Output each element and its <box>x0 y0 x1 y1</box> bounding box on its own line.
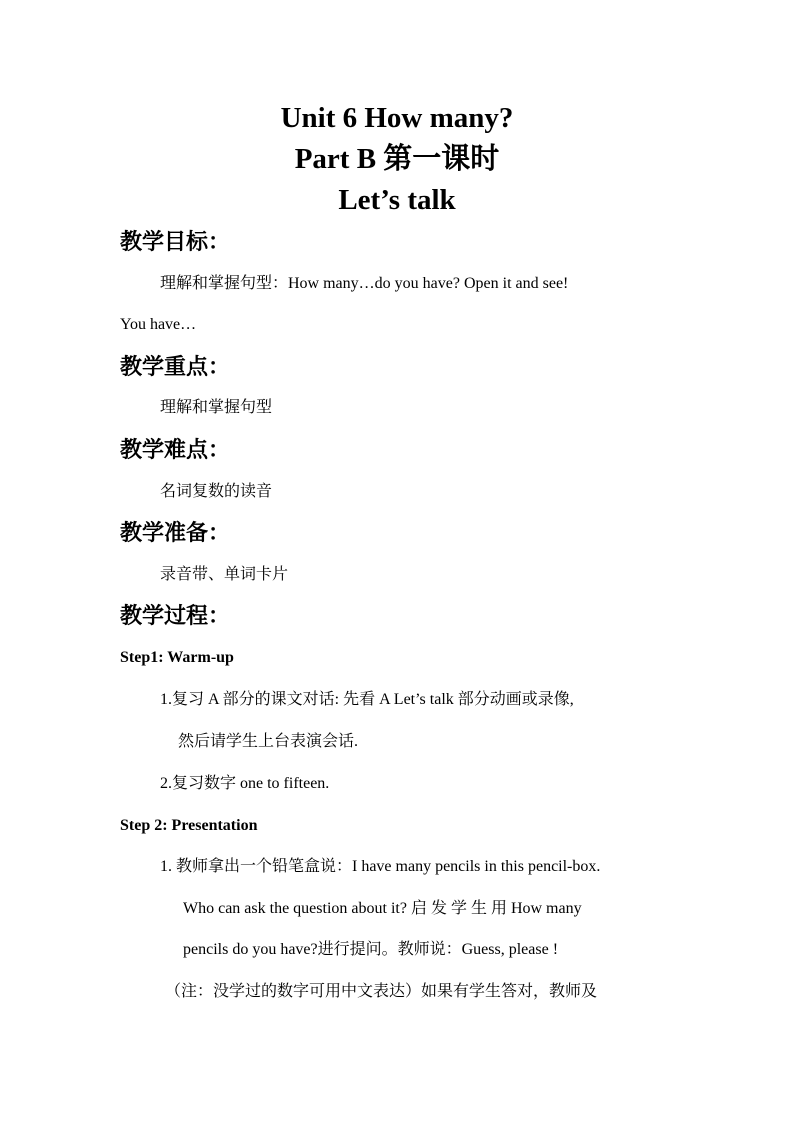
heading-difficulties: 教学难点： <box>120 438 231 463</box>
step1-item1-line2: 然后请学生上台表演会话. <box>178 733 359 750</box>
difficulties-text: 名词复数的读音 <box>160 483 273 500</box>
step2-title: Step 2: Presentation <box>120 817 258 834</box>
heading-preparation: 教学准备： <box>120 521 231 546</box>
key-points-text: 理解和掌握句型 <box>160 399 273 416</box>
title-lesson: Let’s talk <box>338 184 456 216</box>
preparation-text: 录音带、单词卡片 <box>160 566 289 583</box>
title-unit: Unit 6 How many? <box>280 102 514 134</box>
title-part: Part B 第一课时 <box>294 143 500 175</box>
step2-item1-line3: pencils do you have?进行提问。教师说：Guess, please ! <box>183 941 559 958</box>
heading-process: 教学过程： <box>120 604 231 629</box>
step2-item1-line1: 1. 教师拿出一个铅笔盒说：I have many pencils in this pencil-box. <box>160 858 601 875</box>
step2-item1-line4: （注：没学过的数字可用中文表达）如果有学生答对，教师及 <box>165 983 598 1000</box>
step1-item2: 2.复习数字 one to fifteen. <box>160 775 330 792</box>
step1-item1-line1: 1.复习 A 部分的课文对话: 先看 A Let’s talk 部分动画或录像, <box>160 691 574 708</box>
step1-title: Step1: Warm-up <box>120 649 234 666</box>
heading-key-points: 教学重点： <box>120 355 231 380</box>
objectives-line2: You have… <box>120 316 197 333</box>
objectives-line1: 理解和掌握句型：How many…do you have? Open it and see! <box>160 275 569 292</box>
step2-item1-line2: Who can ask the question about it? 启 发 学 生 用 How many <box>183 900 582 917</box>
heading-objectives: 教学目标： <box>120 230 231 255</box>
